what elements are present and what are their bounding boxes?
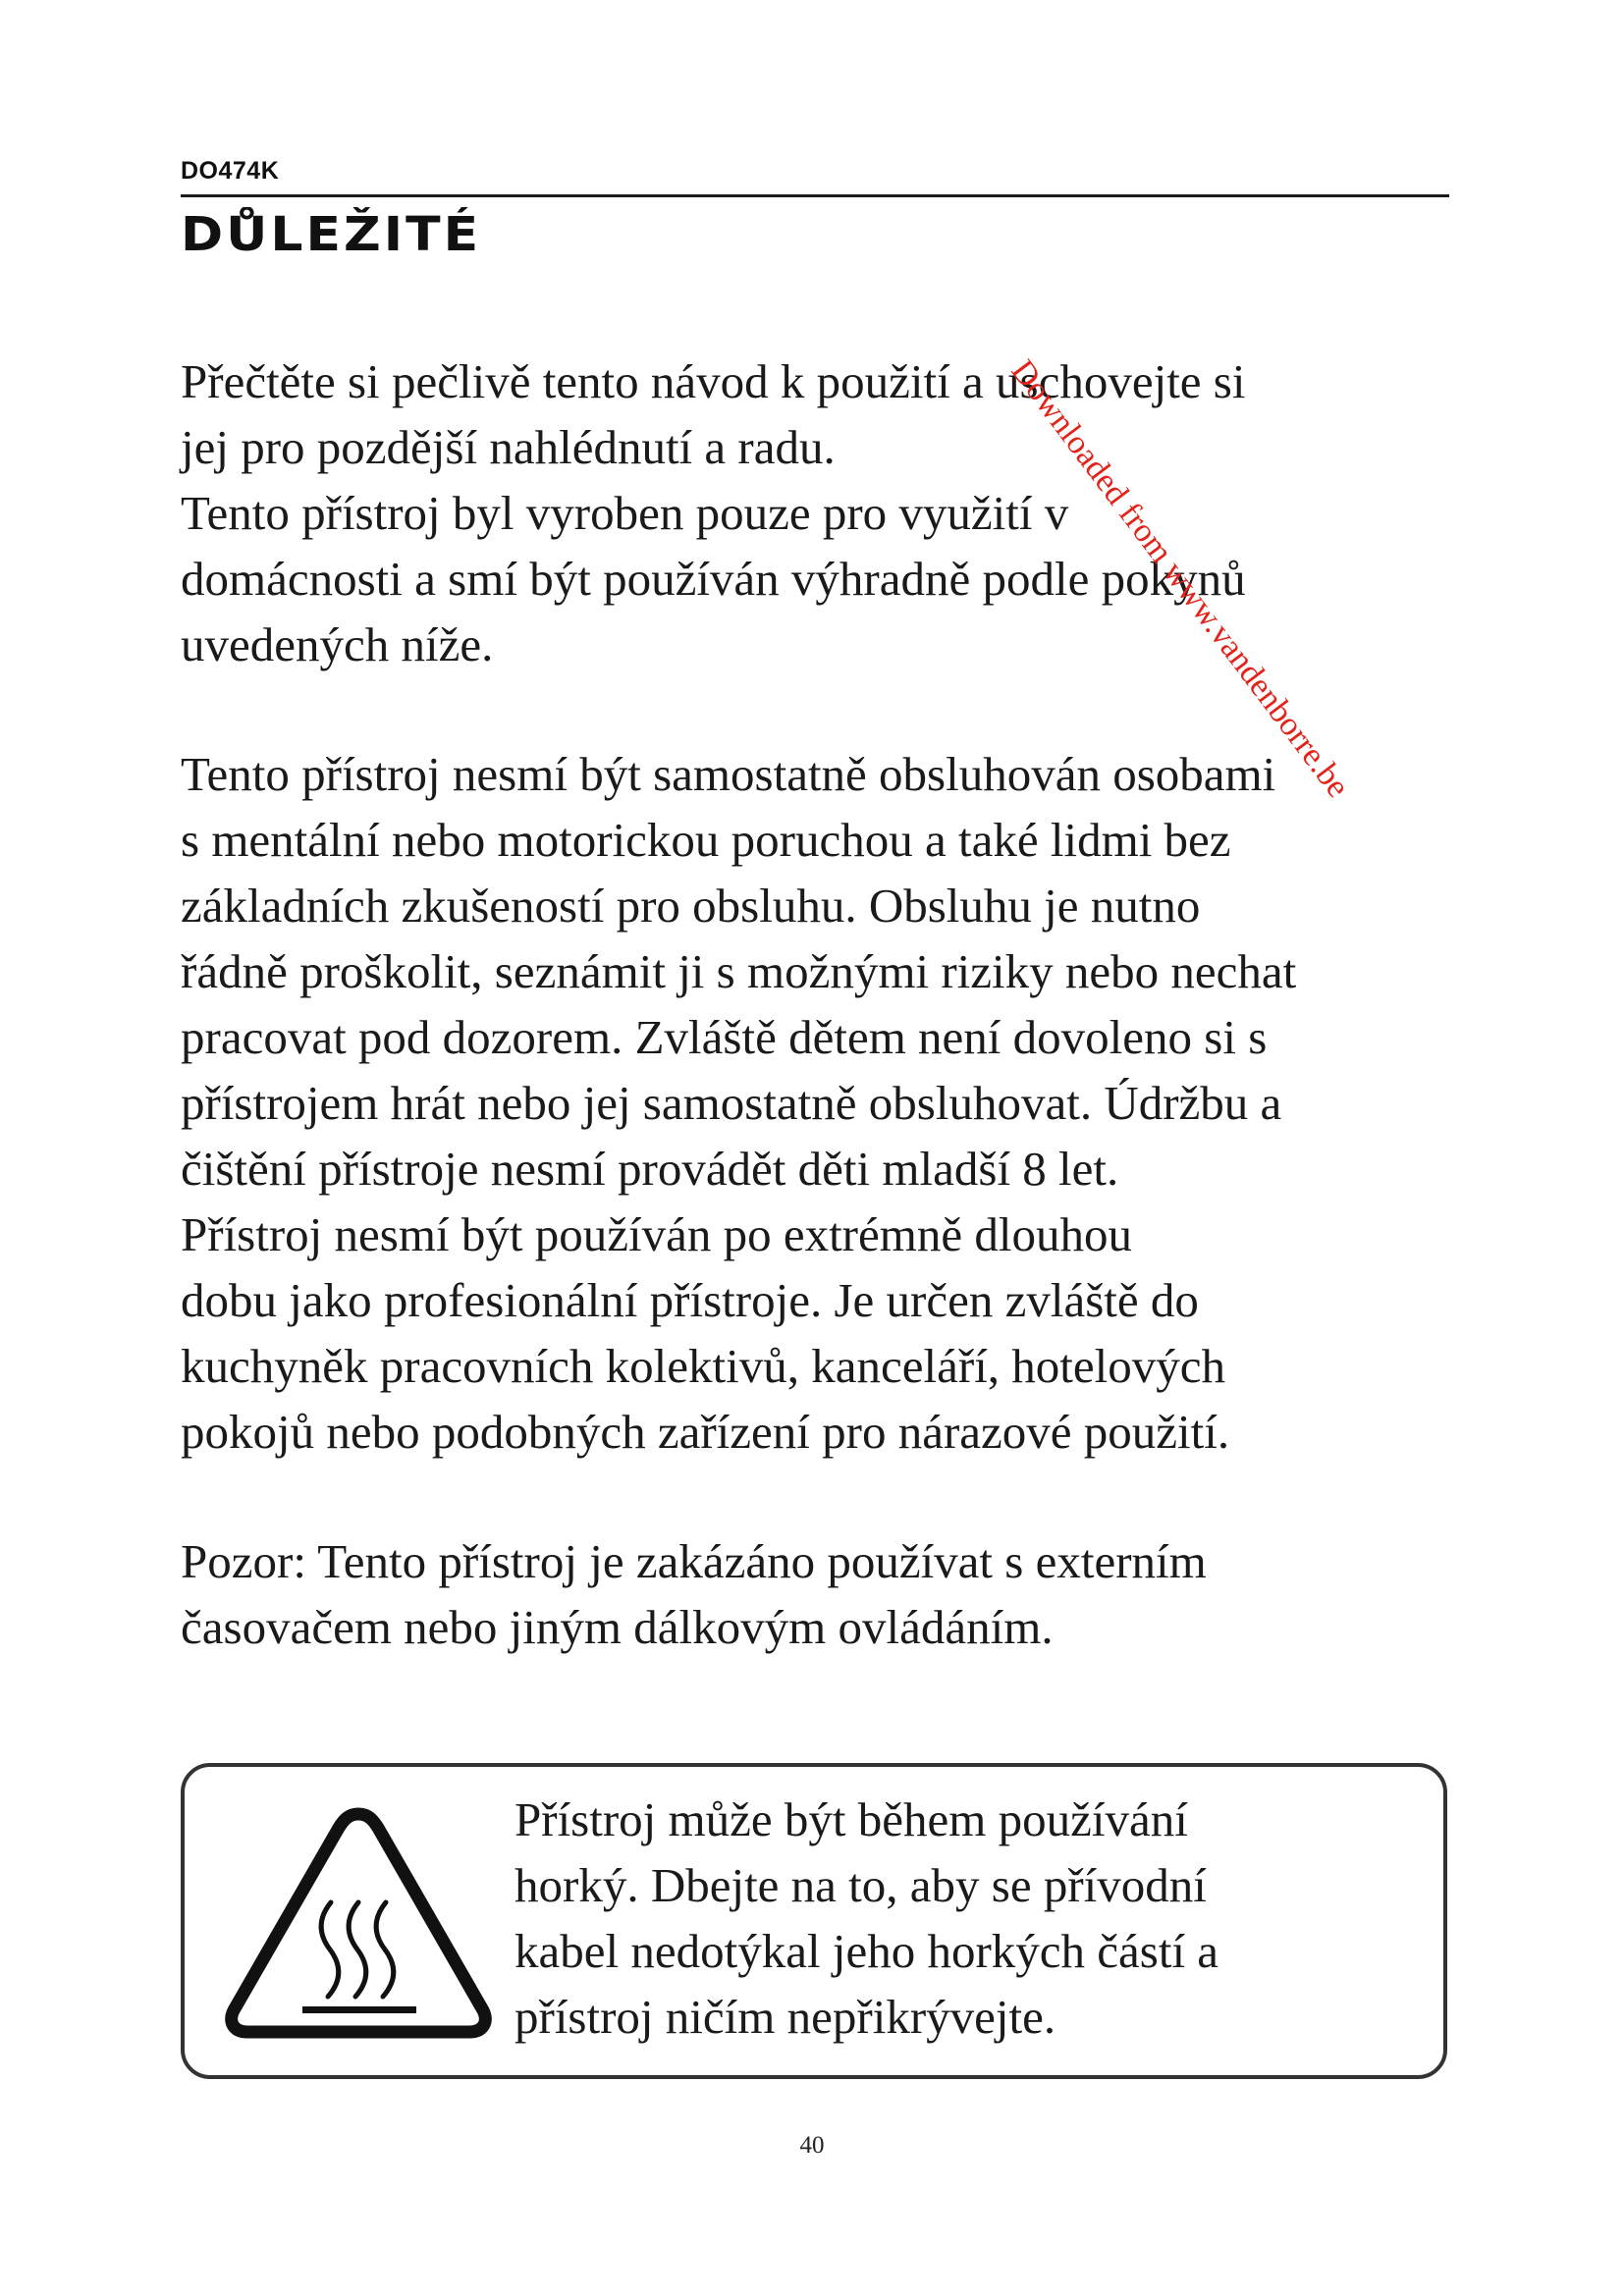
page-number: 40 xyxy=(799,2132,825,2159)
paragraph-line: časovačem nebo jiným dálkovým ovládáním. xyxy=(181,1600,1054,1654)
warning-line: Přístroj může být během používání xyxy=(514,1792,1188,1846)
paragraph-restrictions xyxy=(181,741,1487,1465)
paragraph-line: domácnosti a smí být používán výhradně podle pokynů xyxy=(181,552,1246,606)
paragraph-line: Přečtěte si pečlivě tento návod k použití a uschovejte si xyxy=(181,354,1246,408)
paragraph-line: čištění přístroje nesmí provádět děti mladší 8 let. xyxy=(181,1142,1119,1196)
paragraph-line: Pozor: Tento přístroj je zakázáno používat s externím xyxy=(181,1534,1207,1588)
paragraph-line: dobu jako profesionální přístroje. Je určen zvláště do xyxy=(181,1273,1199,1327)
paragraph-line: pokojů nebo podobných zařízení pro nárazové použití. xyxy=(181,1405,1230,1459)
warning-line: horký. Dbejte na to, aby se přívodní xyxy=(514,1858,1207,1912)
model-code: DO474K xyxy=(181,157,280,185)
download-watermark: Downloaded from www.vandenborre.be xyxy=(1003,353,1357,805)
paragraph-intro xyxy=(181,348,1487,677)
header-rule xyxy=(181,194,1449,197)
paragraph-line: řádně proškolit, seznámit ji s možnými riziky nebo nechat xyxy=(181,944,1297,998)
hot-surface-warning-box xyxy=(181,1763,1447,2079)
paragraph-line: Tento přístroj nesmí být samostatně obsluhován osobami xyxy=(181,747,1276,801)
warning-line: kabel nedotýkal jeho horkých částí a xyxy=(514,1924,1219,1978)
paragraph-line: Přístroj nesmí být používán po extrémně dlouhou xyxy=(181,1207,1132,1261)
paragraph-line: základních zkušeností pro obsluhu. Obsluhu je nutno xyxy=(181,879,1201,933)
warning-line: přístroj ničím nepřikrývejte. xyxy=(514,1990,1056,2044)
warning-text xyxy=(514,1787,1218,2050)
paragraph-line: Tento přístroj byl vyroben pouze pro využití v xyxy=(181,486,1069,540)
paragraph-line: uvedených níže. xyxy=(181,617,494,671)
paragraph-line: pracovat pod dozorem. Zvláště dětem není dovoleno si s xyxy=(181,1010,1268,1064)
page-title: DŮLEŽITÉ xyxy=(181,208,482,263)
paragraph-caution xyxy=(181,1528,1487,1660)
paragraph-line: přístrojem hrát nebo jej samostatně obsluhovat. Údržbu a xyxy=(181,1076,1282,1130)
hot-surface-warning-icon xyxy=(224,1804,493,2040)
paragraph-line: s mentální nebo motorickou poruchou a také lidmi bez xyxy=(181,813,1231,867)
paragraph-line: jej pro pozdější nahlédnutí a radu. xyxy=(181,420,836,474)
paragraph-line: kuchyněk pracovních kolektivů, kanceláří, hotelových xyxy=(181,1339,1226,1393)
